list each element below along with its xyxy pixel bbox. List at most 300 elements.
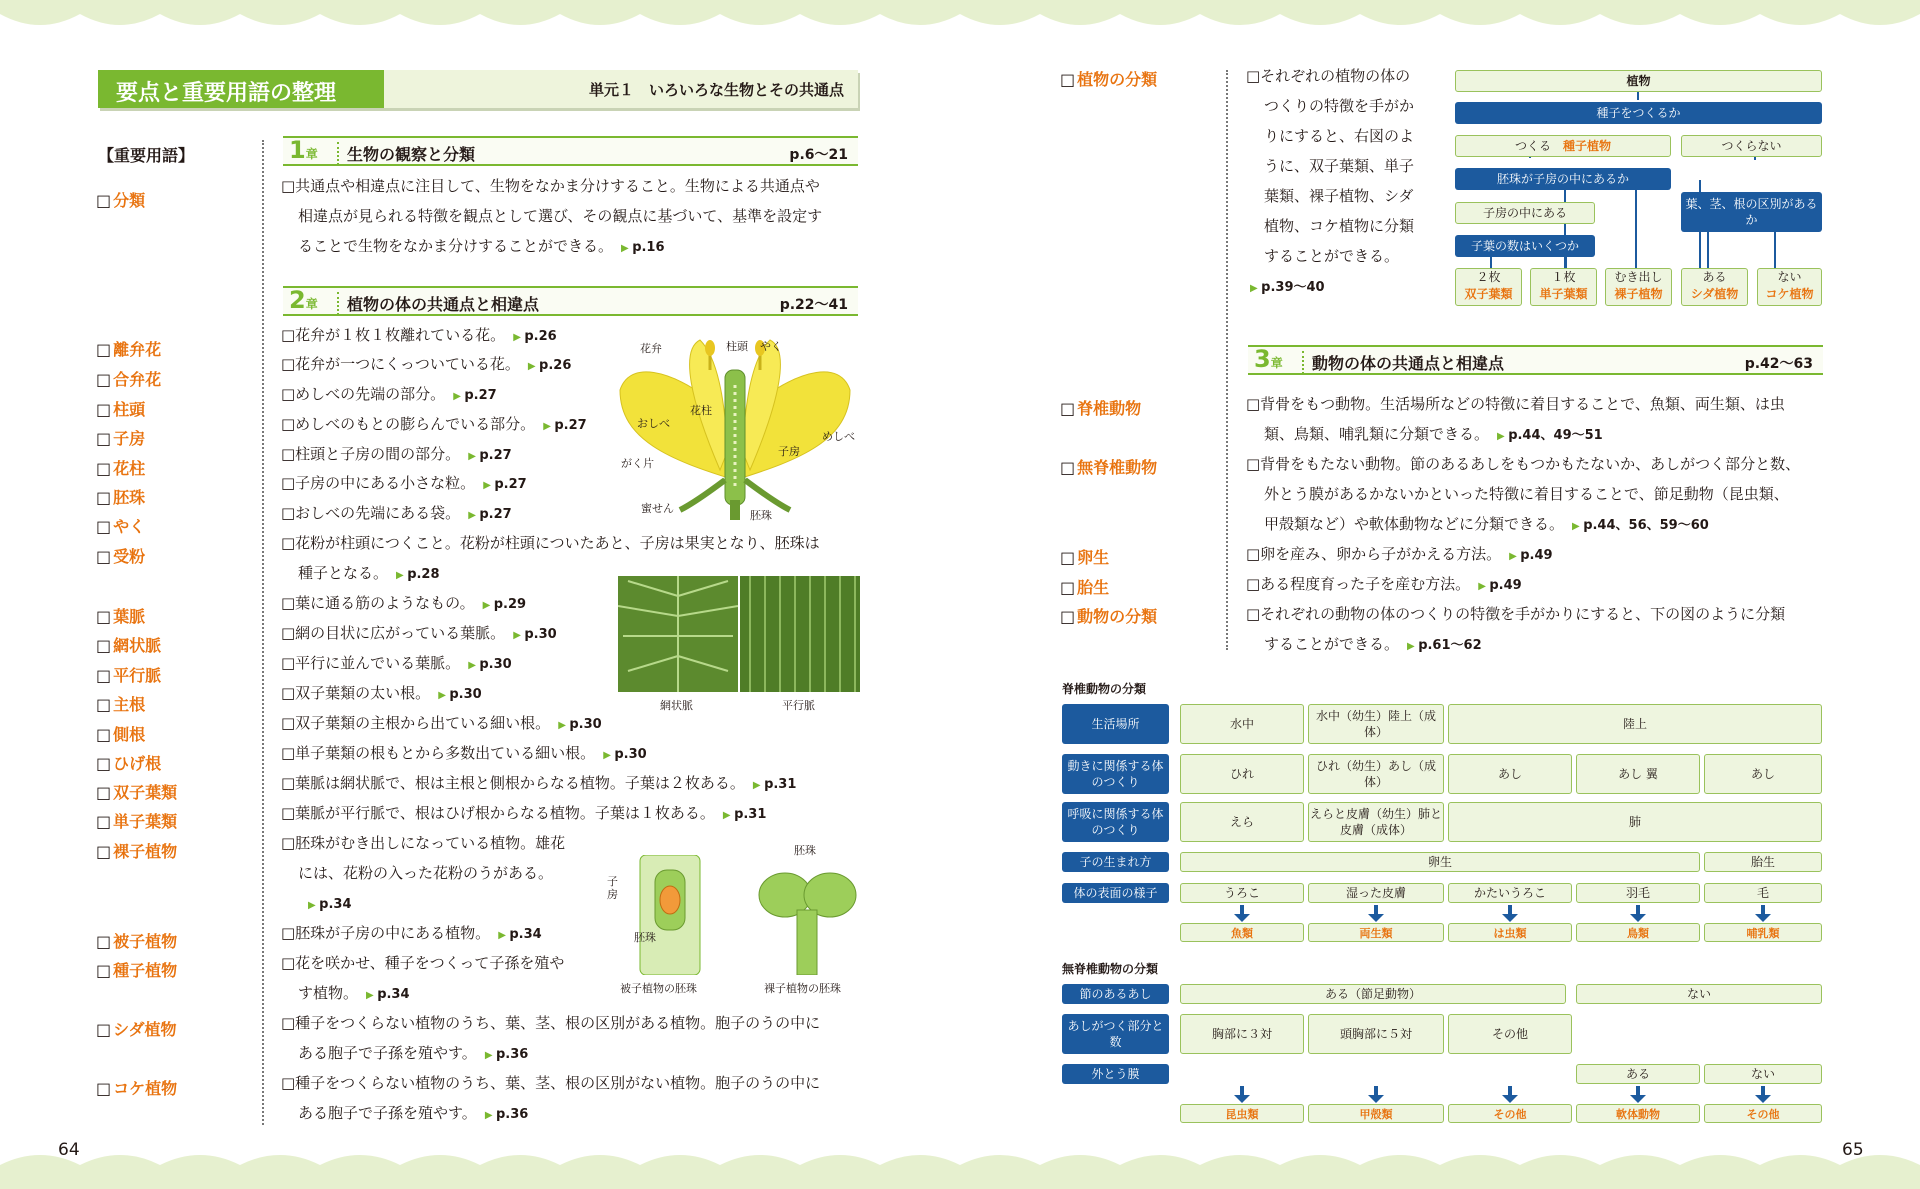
- page-reference: ▶ p.26: [513, 329, 557, 344]
- mantle-cell: ある: [1576, 1064, 1700, 1084]
- section-1-pages: p.6〜21: [789, 147, 848, 163]
- animal-definition-line: [1264, 419, 1603, 452]
- flower-label-pistil: めしべ: [822, 430, 855, 443]
- right-term-0: [1060, 67, 1157, 90]
- surface-cell: 湿った皮膚: [1308, 883, 1444, 903]
- ovule-caption-angiosperm: 被子植物の胚珠: [620, 982, 697, 995]
- term-label: 分類: [113, 191, 146, 210]
- checkbox: □: [96, 783, 112, 802]
- motion-cell: あし: [1448, 754, 1572, 794]
- term-5: [96, 456, 145, 479]
- page-number-left: 64: [58, 1140, 80, 1160]
- definition-line: [281, 349, 571, 382]
- flower-label-nectary: 蜜せん: [641, 502, 674, 515]
- page-reference: ▶ p.34: [308, 897, 352, 912]
- checkbox: □: [1060, 607, 1076, 626]
- right-term-5: [1060, 604, 1157, 627]
- leaf-group: 裸子植物: [1614, 287, 1663, 301]
- checkbox: □: [96, 370, 112, 389]
- parts-cell: 胸部に３対: [1180, 1014, 1304, 1054]
- term-label: 側根: [113, 725, 146, 744]
- definition-line: [281, 798, 766, 831]
- definition-text: □胚珠が子房の中にある植物。: [281, 924, 491, 942]
- plant-leaf-2: [1605, 268, 1672, 306]
- leaf-condition: ない: [1777, 270, 1802, 284]
- definition-text: □花を咲かせ、種子をつくって子孫を殖や: [281, 954, 565, 972]
- parallel-vein-photo: [740, 576, 860, 692]
- term-label: やく: [113, 517, 146, 536]
- definition-text: □背骨をもたない動物。節のあるあしをもつかもたないか、あしがつく部分と数、: [1246, 455, 1801, 473]
- definition-text: □めしべのもとの膨らんでいる部分。: [281, 415, 536, 433]
- definition-line: [281, 678, 482, 711]
- plant-definition-line: [1264, 91, 1414, 121]
- definition-text: □柱頭と子房の間の部分。: [281, 445, 461, 463]
- flower-label-stigma: 柱頭: [726, 340, 748, 353]
- checkbox: □: [96, 340, 112, 359]
- parts-cell: 頭胸部に５対: [1308, 1014, 1444, 1054]
- term-14: [96, 751, 161, 774]
- term-11: [96, 663, 161, 686]
- page-title: 要点と重要用語の整理: [98, 70, 384, 108]
- term-12: [96, 692, 145, 715]
- page-reference: ▶ p.49: [1478, 578, 1522, 593]
- definition-text: 類、鳥類、哺乳類に分類できる。: [1264, 425, 1490, 443]
- animal-definition-line: [1264, 629, 1482, 662]
- definition-text: □双子葉類の主根から出ている細い根。: [281, 714, 551, 732]
- checkbox: □: [96, 812, 112, 831]
- term-label: 裸子植物: [113, 842, 178, 861]
- leaf-group: 単子葉類: [1539, 287, 1588, 301]
- invertebrate-group: 昆虫類: [1180, 1104, 1304, 1123]
- flower-label-petal: 花弁: [640, 342, 662, 355]
- reticulate-vein-photo: [618, 576, 738, 692]
- checkbox: □: [96, 517, 112, 536]
- page-reference: ▶ p.49: [1509, 548, 1553, 563]
- definition-text: 葉類、裸子植物、シダ: [1264, 187, 1414, 205]
- definition-text: □花粉が柱頭につくこと。花粉が柱頭についたあと、子房は果実となり、胚珠は: [281, 534, 820, 552]
- page-number-right: 65: [1842, 1140, 1864, 1160]
- page-reference: ▶ p.29: [483, 597, 527, 612]
- invertebrate-group: 軟体動物: [1576, 1104, 1700, 1123]
- checkbox: □: [96, 754, 112, 773]
- page-reference: ▶ p.31: [723, 807, 767, 822]
- plant-leaf-1: [1530, 268, 1597, 306]
- term-label: コケ植物: [113, 1079, 178, 1098]
- checkbox: □: [96, 961, 112, 980]
- term-label: 子房: [113, 429, 146, 448]
- plant-definition-line: [1250, 271, 1325, 304]
- animal-definition-line: [1246, 449, 1800, 479]
- term-label: ひげ根: [113, 754, 162, 773]
- flower-label-ovary: 子房: [778, 445, 800, 458]
- definition-line: [281, 768, 796, 801]
- definition-text: ある胞子で子孫を殖やす。: [298, 1044, 477, 1062]
- definition-text: つくりの特徴を手がか: [1264, 97, 1415, 115]
- definition-line: [281, 1068, 820, 1098]
- term-label: 無脊椎動物: [1077, 458, 1158, 477]
- bottom-wave-decoration: [0, 1141, 1920, 1189]
- term-21: [96, 1076, 177, 1099]
- term-8: [96, 544, 145, 567]
- term-label: 主根: [113, 695, 146, 714]
- definition-line: [298, 1098, 528, 1131]
- definition-text: □それぞれの動物の体のつくりの特徴を手がかりにすると、下の図のように分類: [1246, 605, 1786, 623]
- section-1-number: 1章: [289, 136, 318, 164]
- legs-cell: ない: [1576, 984, 1822, 1004]
- section-3-header: [1248, 345, 1823, 375]
- definition-line: [300, 888, 352, 921]
- right-term-4: [1060, 575, 1109, 598]
- invert-row-header: 外とう膜: [1062, 1064, 1169, 1084]
- checkbox: □: [96, 725, 112, 744]
- page-reference: ▶ p.44、56、59〜60: [1572, 518, 1709, 533]
- breath-cell: 肺: [1448, 802, 1822, 842]
- habitat-cell: 水中: [1180, 704, 1304, 744]
- term-label: 動物の分類: [1077, 607, 1158, 626]
- term-label: 胎生: [1077, 578, 1110, 597]
- definition-line: [298, 231, 665, 264]
- definition-text: □葉脈は網状脈で、根は主根と側根からなる植物。子葉は２枚ある。: [281, 774, 745, 792]
- definition-line: [281, 1008, 820, 1038]
- title-bar: [98, 70, 858, 108]
- page-reference: ▶ p.28: [396, 567, 440, 582]
- flower-label-stamen: おしべ: [637, 417, 670, 430]
- term-15: [96, 780, 177, 803]
- definition-text: □背骨をもつ動物。生活場所などの特徴に着目することで、魚類、両生類、は虫: [1246, 395, 1785, 413]
- page-reference: ▶ p.30: [513, 627, 557, 642]
- definition-line: [298, 858, 553, 888]
- invertebrate-chart-title: 無脊椎動物の分類: [1062, 962, 1159, 976]
- plant-definition-line: [1264, 211, 1414, 241]
- angiosperm-ovule-illustration: [620, 855, 720, 975]
- section-1-title: 生物の観察と分類: [337, 142, 475, 165]
- ovule-label-ovule-a: 胚珠: [634, 931, 656, 944]
- definition-text: □子房の中にある小さな粒。: [281, 474, 476, 492]
- term-20: [96, 1017, 177, 1040]
- page-reference: ▶ p.30: [558, 717, 602, 732]
- checkbox: □: [96, 488, 112, 507]
- checkbox: □: [1060, 399, 1076, 418]
- definition-line: [281, 171, 820, 201]
- definition-line: [281, 708, 602, 741]
- vertebrate-chart-title: 脊椎動物の分類: [1062, 682, 1147, 696]
- vert-row-header: 子の生まれ方: [1062, 852, 1169, 872]
- ovule-label-ovule-b: 胚珠: [794, 844, 816, 857]
- checkbox: □: [96, 1020, 112, 1039]
- definition-text: □単子葉類の根もとから多数出ている細い根。: [281, 744, 596, 762]
- leaf-condition: １枚: [1551, 270, 1576, 284]
- term-label: 卵生: [1077, 548, 1110, 567]
- term-3: [96, 397, 145, 420]
- section-2-number: 2章: [289, 286, 318, 314]
- right-term-3: [1060, 545, 1109, 568]
- term-label: 柱頭: [113, 400, 146, 419]
- definition-text: 種子となる。: [298, 564, 389, 582]
- section-3-title: 動物の体の共通点と相違点: [1302, 351, 1504, 374]
- definition-text: 相違点が見られる特徴を観点として選び、その観点に基づいて、基準を設定す: [298, 207, 823, 225]
- checkbox: □: [96, 666, 112, 685]
- definition-line: [281, 948, 564, 978]
- page-reference: ▶ p.27: [483, 477, 527, 492]
- definition-line: [298, 978, 410, 1011]
- definition-text: することができる。: [1264, 247, 1400, 265]
- invertebrate-group: 甲殻類: [1308, 1104, 1444, 1123]
- animal-definition-line: [1246, 389, 1785, 419]
- term-1: [96, 337, 161, 360]
- surface-cell: かたいうろこ: [1448, 883, 1572, 903]
- legs-cell: ある（節足動物）: [1180, 984, 1566, 1004]
- gymnosperm-ovule-illustration: [755, 860, 860, 975]
- term-label: 種子植物: [113, 961, 178, 980]
- leaf-caption-reticulate: 網状脈: [660, 699, 693, 712]
- ovule-label-ovary: 子房: [607, 875, 618, 901]
- section-2-title: 植物の体の共通点と相違点: [337, 292, 539, 315]
- plant-leaf-4: [1757, 268, 1822, 306]
- motion-cell: ひれ: [1180, 754, 1304, 794]
- definition-text: □種子をつくらない植物のうち、葉、茎、根の区別がある植物。胞子のうの中に: [281, 1014, 821, 1032]
- top-wave-decoration: [0, 0, 1920, 36]
- vertebrate-group: 魚類: [1180, 923, 1304, 942]
- ovule-caption-gymnosperm: 裸子植物の胚珠: [764, 982, 841, 995]
- definition-text: す植物。: [298, 984, 359, 1002]
- vertebrate-group: 哺乳類: [1704, 923, 1822, 942]
- definition-text: □葉に通る筋のようなもの。: [281, 594, 475, 612]
- section-3-number: 3章: [1254, 345, 1283, 373]
- term-label: 網状脈: [113, 636, 162, 655]
- definition-line: [281, 528, 820, 558]
- leaf-condition: ある: [1702, 270, 1727, 284]
- plant-leaf-0: [1455, 268, 1522, 306]
- term-18: [96, 929, 177, 952]
- leaf-caption-parallel: 平行脈: [782, 699, 815, 712]
- plant-leaf-3: [1681, 268, 1748, 306]
- habitat-cell: 水中（幼生）陸上（成体）: [1308, 704, 1444, 744]
- definition-text: には、花粉の入った花粉のうがある。: [298, 864, 554, 882]
- term-label: 双子葉類: [113, 783, 178, 802]
- animal-definition-line: [1264, 479, 1789, 509]
- leaf-group: シダ植物: [1690, 287, 1739, 301]
- term-label: 離弁花: [113, 340, 162, 359]
- plant-definition-line: [1264, 121, 1414, 151]
- checkbox: □: [96, 842, 112, 861]
- section-1-header: [283, 136, 858, 166]
- definition-text: □種子をつくらない植物のうち、葉、茎、根の区別がない植物。胞子のうの中に: [281, 1074, 821, 1092]
- term-label: 平行脈: [113, 666, 162, 685]
- term-10: [96, 633, 161, 656]
- unit-label: 単元１ いろいろな生物とその共通点: [588, 81, 844, 99]
- definition-text: □双子葉類の太い根。: [281, 684, 431, 702]
- page-reference: ▶ p.36: [485, 1107, 529, 1122]
- checkbox: □: [96, 459, 112, 478]
- checkbox: □: [96, 400, 112, 419]
- checkbox: □: [96, 191, 112, 210]
- right-term-1: [1060, 396, 1141, 419]
- definition-text: □おしべの先端にある袋。: [281, 504, 461, 522]
- page-reference: ▶ p.27: [543, 418, 587, 433]
- plant-chart-root: 植物: [1455, 70, 1822, 92]
- definition-line: [281, 498, 512, 531]
- vertebrate-group: 鳥類: [1576, 923, 1700, 942]
- checkbox: □: [96, 547, 112, 566]
- flower-label-style: 花柱: [690, 404, 712, 417]
- breath-cell: えらと皮膚（幼生）肺と皮膚（成体）: [1308, 802, 1444, 842]
- animal-definition-line: [1246, 569, 1522, 602]
- plant-definition-line: [1264, 241, 1399, 271]
- definition-line: [281, 738, 647, 771]
- definition-text: りにすると、右図のよ: [1264, 127, 1415, 145]
- term-4: [96, 426, 145, 449]
- mantle-cell: ない: [1704, 1064, 1822, 1084]
- definition-line: [281, 409, 587, 442]
- term-label: 葉脈: [113, 607, 146, 626]
- page-reference: ▶ p.34: [366, 987, 410, 1002]
- plant-yes-seeds: つくる 種子植物: [1455, 135, 1671, 157]
- plant-q-ovule: 胚珠が子房の中にあるか: [1455, 168, 1671, 190]
- leaf-group: 双子葉類: [1464, 287, 1513, 301]
- vert-row-header: 生活場所: [1062, 704, 1169, 744]
- term-label: 脊椎動物: [1077, 399, 1142, 418]
- page-reference: ▶ p.16: [621, 240, 665, 255]
- term-13: [96, 722, 145, 745]
- definition-text: □花弁が１枚１枚離れている花。: [281, 326, 506, 344]
- definition-text: □ある程度育った子を産む方法。: [1246, 575, 1471, 593]
- definition-line: [281, 918, 542, 951]
- page-reference: ▶ p.26: [528, 358, 572, 373]
- plant-no-seeds: つくらない: [1681, 135, 1822, 157]
- definition-line: [281, 648, 512, 681]
- definition-line: [281, 588, 526, 621]
- surface-cell: うろこ: [1180, 883, 1304, 903]
- checkbox: □: [96, 636, 112, 655]
- page-reference: ▶ p.27: [468, 507, 512, 522]
- page-reference: ▶ p.27: [468, 448, 512, 463]
- plant-q-cotyledon: 子葉の数はいくつか: [1455, 235, 1595, 257]
- definition-text: □胚珠がむき出しになっている植物。雄花: [281, 834, 566, 852]
- page-reference: ▶ p.30: [468, 657, 512, 672]
- term-0: [96, 188, 145, 211]
- definition-text: することができる。: [1264, 635, 1400, 653]
- term-label: 単子葉類: [113, 812, 178, 831]
- definition-text: □花弁が一つにくっついている花。: [281, 355, 520, 373]
- page-reference: ▶ p.30: [438, 687, 482, 702]
- definition-text: □卵を産み、卵から子がかえる方法。: [1246, 545, 1502, 563]
- definition-text: 外とう膜があるかないかといった特徴に着目することで、節足動物（昆虫類、: [1264, 485, 1789, 503]
- term-16: [96, 809, 177, 832]
- animal-definition-line: [1246, 599, 1785, 629]
- definition-line: [281, 828, 565, 858]
- term-7: [96, 514, 145, 537]
- definition-text: □葉脈が平行脈で、根はひげ根からなる植物。子葉は１枚ある。: [281, 804, 715, 822]
- definition-line: [281, 618, 557, 651]
- definition-line: [298, 201, 822, 231]
- definition-text: □それぞれの植物の体の: [1246, 67, 1411, 85]
- plant-q-leaf-stem-root: 葉、茎、根の区別があるか: [1681, 192, 1822, 232]
- definition-line: [298, 558, 440, 591]
- checkbox: □: [1060, 548, 1076, 567]
- flower-label-sepal: がく片: [621, 457, 654, 470]
- term-label: 被子植物: [113, 932, 178, 951]
- invert-row-header: 節のあるあし: [1062, 984, 1169, 1004]
- parts-cell: その他: [1448, 1014, 1572, 1054]
- right-divider: [1226, 70, 1228, 650]
- breath-cell: えら: [1180, 802, 1304, 842]
- animal-definition-line: [1264, 509, 1709, 542]
- term-label: シダ植物: [113, 1020, 177, 1039]
- page-reference: ▶ p.44、49〜51: [1497, 428, 1603, 443]
- checkbox: □: [1060, 70, 1076, 89]
- birth-cell: 胎生: [1704, 852, 1822, 872]
- birth-cell: 卵生: [1180, 852, 1700, 872]
- checkbox: □: [96, 607, 112, 626]
- definition-text: ることで生物をなかま分けすることができる。: [298, 237, 614, 255]
- invertebrate-group: その他: [1448, 1104, 1572, 1123]
- leaf-condition: ２枚: [1476, 270, 1501, 284]
- leaf-group: コケ植物: [1765, 287, 1814, 301]
- definition-text: 植物、コケ植物に分類: [1264, 217, 1415, 235]
- invert-row-header: あしがつく部分と数: [1062, 1014, 1169, 1054]
- motion-cell: ひれ（幼生）あし（成体）: [1308, 754, 1444, 794]
- term-label: 植物の分類: [1077, 70, 1158, 89]
- page-reference: ▶ p.27: [453, 388, 497, 403]
- term-label: 受粉: [113, 547, 146, 566]
- definition-line: [281, 379, 497, 412]
- left-divider: [262, 140, 264, 1125]
- term-label: 花柱: [113, 459, 146, 478]
- definition-text: うに、双子葉類、単子: [1264, 157, 1415, 175]
- term-2: [96, 367, 161, 390]
- flower-label-ovule: 胚珠: [750, 509, 772, 522]
- surface-cell: 羽毛: [1576, 883, 1700, 903]
- section-2-pages: p.22〜41: [779, 297, 848, 313]
- animal-definition-line: [1246, 539, 1553, 572]
- definition-text: □平行に並んでいる葉脈。: [281, 654, 461, 672]
- term-6: [96, 485, 145, 508]
- definition-text: □網の目状に広がっている葉脈。: [281, 624, 506, 642]
- plant-definition-line: [1264, 181, 1413, 211]
- page-reference: ▶ p.39〜40: [1250, 280, 1325, 295]
- checkbox: □: [96, 1079, 112, 1098]
- plant-definition-line: [1246, 61, 1410, 91]
- vertebrate-group: 両生類: [1308, 923, 1444, 942]
- checkbox: □: [96, 695, 112, 714]
- checkbox: □: [1060, 458, 1076, 477]
- page-reference: ▶ p.61〜62: [1407, 638, 1482, 653]
- definition-text: □共通点や相違点に注目して、生物をなかま分けすること。生物による共通点や: [281, 177, 820, 195]
- vert-row-header: 呼吸に関係する体のつくり: [1062, 802, 1169, 842]
- surface-cell: 毛: [1704, 883, 1822, 903]
- invertebrate-group: その他: [1704, 1104, 1822, 1123]
- vertebrate-group: は虫類: [1448, 923, 1572, 942]
- term-19: [96, 958, 177, 981]
- term-17: [96, 839, 177, 862]
- definition-text: □めしべの先端の部分。: [281, 385, 446, 403]
- plant-q-seeds: 種子をつくるか: [1455, 102, 1822, 124]
- motion-cell: あし 翼: [1576, 754, 1700, 794]
- habitat-cell: 陸上: [1448, 704, 1822, 744]
- definition-text: ある胞子で子孫を殖やす。: [298, 1104, 477, 1122]
- plant-in-ovary: 子房の中にある: [1455, 202, 1595, 224]
- definition-line: [281, 468, 527, 501]
- page-reference: ▶ p.31: [753, 777, 797, 792]
- plant-definition-line: [1264, 151, 1414, 181]
- vert-row-header: 動きに関係する体のつくり: [1062, 754, 1169, 794]
- vert-row-header: 体の表面の様子: [1062, 883, 1169, 903]
- leaf-condition: むき出し: [1614, 270, 1663, 284]
- term-label: 合弁花: [113, 370, 162, 389]
- section-3-pages: p.42〜63: [1744, 356, 1813, 372]
- term-9: [96, 604, 145, 627]
- definition-text: 甲殻類など）や軟体動物などに分類できる。: [1264, 515, 1565, 533]
